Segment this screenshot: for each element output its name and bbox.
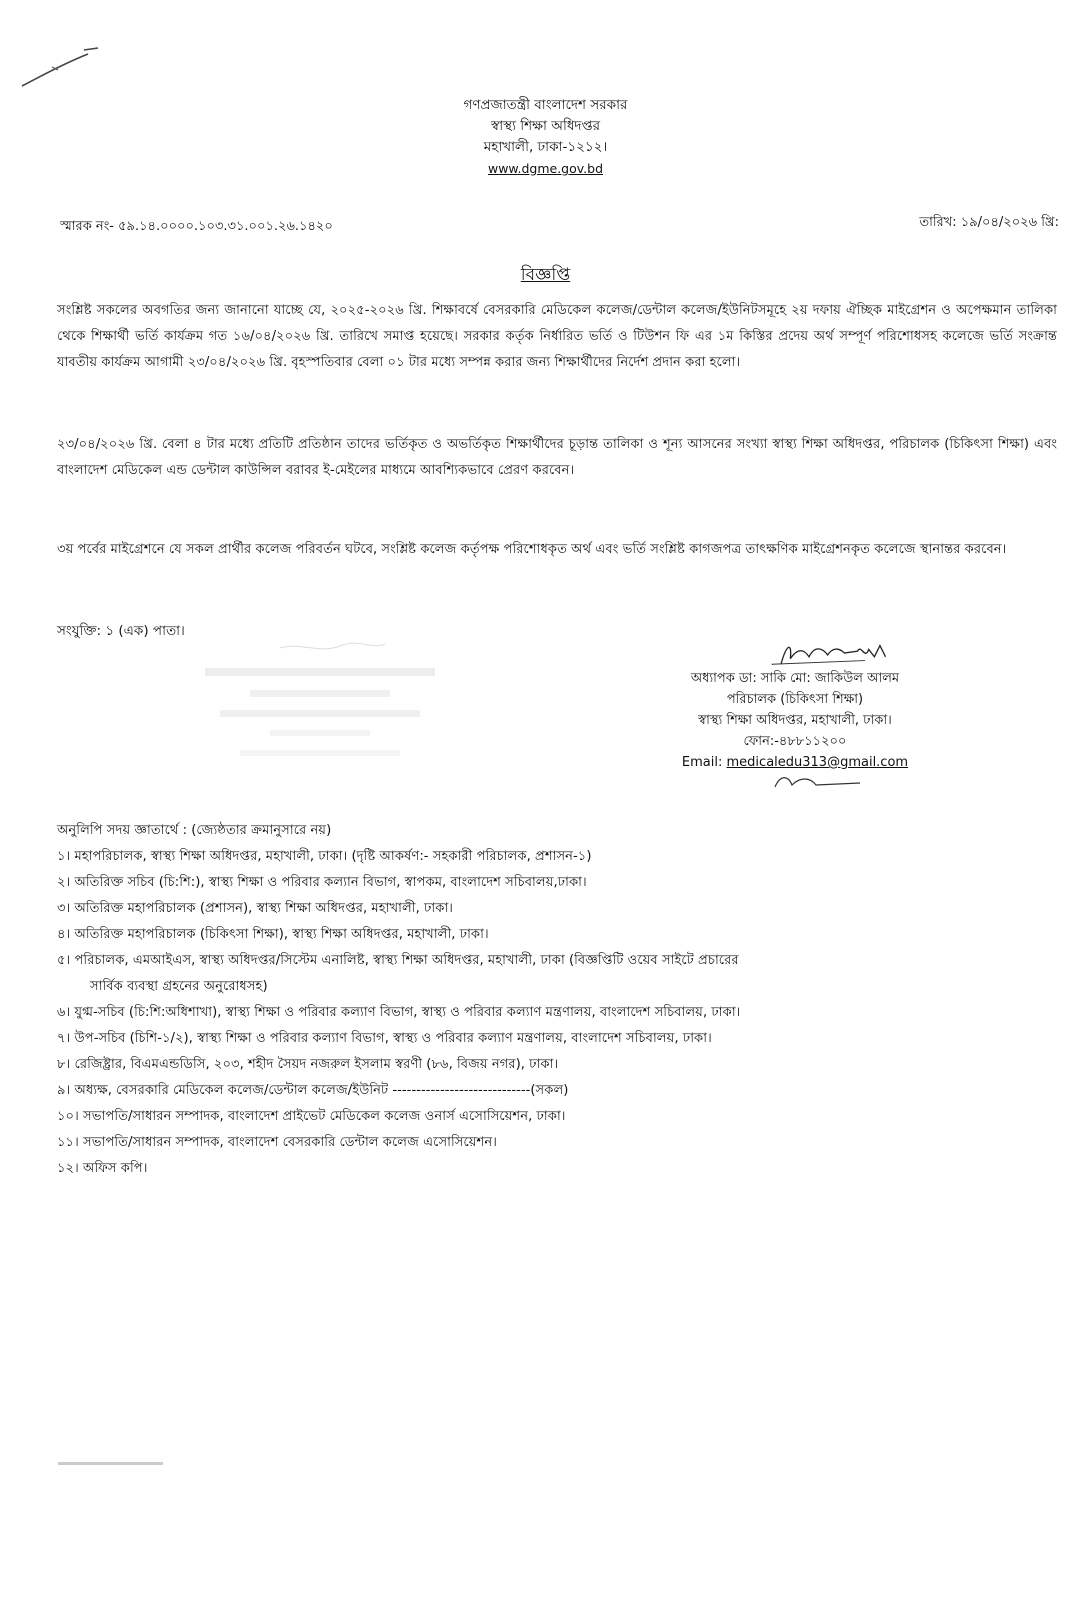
signatory-office: স্বাস্থ্য শিক্ষা অধিদপ্তর, মহাখালী, ঢাকা।	[698, 713, 892, 728]
notice-title-text: বিজ্ঞপ্তি	[520, 265, 571, 285]
initials-mark	[630, 773, 960, 793]
letterhead	[0, 95, 1091, 179]
notice-title	[0, 262, 1091, 290]
cc-item: ৩। অতিরিক্ত মহাপরিচালক (প্রশাসন), স্বাস্থ্য শিক্ষা অধিদপ্তর, মহাখালী, ঢাকা।	[57, 901, 454, 916]
attachment-note: সংযুক্তি: ১ (এক) পাতা।	[57, 623, 185, 639]
memo-number: স্মারক নং- ৫৯.১৪.০০০০.১০৩.৩১.০০১.২৬.১৪২০	[60, 219, 333, 234]
issue-date: তারিখ: ১৯/০৪/২০২৬ খ্রি:	[919, 215, 1059, 230]
signatory-email-line	[630, 752, 960, 773]
signatory-block	[630, 640, 960, 793]
paragraph-1: সংশ্লিষ্ট সকলের অবগতির জন্য জানানো যাচ্ছে যে, ২০২৫-২০২৬ খ্রি. শিক্ষাবর্ষে বেসরকারি মেডিকেল কলেজ/ডেন্টাল কলেজ/ইউনিটসমূহে ২য় দফায় ঐচ্ছিক মাইগ্রেশন ও অপেক্ষমান তালিকা থেকে শিক্ষার্থী ভর্তি কার্যক্রম গত ১৬/০৪/২০২৬ খ্রি. তারিখে সমাপ্ত হয়েছে। সরকার কর্তৃক নির্ধারিত ভর্তি ও টিউশন ফি এর ১ম কিস্তির প্রদেয় অর্থ সম্পূর্ণ পরিশোধসহ কলেজে ভর্তি সংক্রান্ত যাবতীয় কার্যক্রম আগামী ২৩/০৪/২০২৬ খ্রি. বৃহস্পতিবার বেলা ০১ টার মধ্যে সম্পন্ন করার জন্য শিক্ষার্থীদের নির্দেশ প্রদান করা হলো।	[57, 303, 1057, 370]
government-name: গণপ্রজাতন্ত্রী বাংলাদেশ সরকার	[463, 97, 628, 113]
department-name: স্বাস্থ্য শিক্ষা অধিদপ্তর	[491, 118, 600, 134]
signatory-designation: পরিচালক (চিকিৎসা শিক্ষা)	[726, 692, 864, 707]
cc-item: ৭। উপ-সচিব (চিশি-১/২), স্বাস্থ্য শিক্ষা ও পরিবার কল্যাণ বিভাগ, স্বাস্থ্য ও পরিবার কল্যাণ মন্ত্রণালয়, বাংলাদেশ সচিবালয়, ঢাকা।	[57, 1031, 712, 1046]
handwritten-signature	[630, 640, 960, 668]
cc-item: ১। মহাপরিচালক, স্বাস্থ্য শিক্ষা অধিদপ্তর, মহাখালী, ঢাকা। (দৃষ্টি আকর্ষণ:- সহকারী পরিচালক, প্রশাসন-১)	[57, 849, 592, 864]
cc-item: ৫। পরিচালক, এমআইএস, স্বাস্থ্য অধিদপ্তর/সিস্টেম এনালিষ্ট, স্বাস্থ্য শিক্ষা অধিদপ্তর, মহাখালী, ঢাকা (বিজ্ঞপ্তিটি ওয়েব সাইটে প্রচারের	[57, 953, 739, 968]
paragraph-3: ৩য় পর্বের মাইগ্রেশনে যে সকল প্রার্থীর কলেজ পরিবর্তন ঘটবে, সংশ্লিষ্ট কলেজ কর্তৃপক্ষ পরিশোধকৃত অর্থ এবং ভর্তি সংশ্লিষ্ট কাগজপত্র তাৎক্ষণিক মাইগ্রেশনকৃত কলেজে স্থানান্তর করবেন।	[57, 542, 1007, 557]
cc-item-continuation: সার্বিক ব্যবস্থা গ্রহনের অনুরোধসহ)	[90, 979, 268, 994]
cc-item: ৯। অধ্যক্ষ, বেসরকারি মেডিকেল কলেজ/ডেন্টাল কলেজ/ইউনিট -----------------------------(সকল)	[57, 1083, 569, 1098]
cc-item: ২। অতিরিক্ত সচিব (চি:শি:), স্বাস্থ্য শিক্ষা ও পরিবার কল্যান বিভাগ, স্বাপকম, বাংলাদেশ সচিবালয়,ঢাকা।	[57, 875, 587, 890]
email-label: Email:	[681, 755, 727, 770]
paragraph-2: ২৩/০৪/২০২৬ খ্রি. বেলা ৪ টার মধ্যে প্রতিটি প্রতিষ্ঠান তাদের ভর্তিকৃত ও অভর্তিকৃত শিক্ষার্থীদের চূড়ান্ত তালিকা ও শূন্য আসনের সংখ্যা স্বাস্থ্য শিক্ষা অধিদপ্তর, পরিচালক (চিকিৎসা শিক্ষা) এবং বাংলাদেশ মেডিকেল এন্ড ডেন্টাল কাউন্সিল বরাবর ই-মেইলের মাধ্যমে আবশ্যিকভাবে প্রেরণ করবেন।	[57, 437, 1057, 478]
cc-item: ৮। রেজিষ্ট্রার, বিএমএন্ডডিসি, ২০৩, শহীদ সৈয়দ নজরুল ইসলাম স্বরণী (৮৬, বিজয় নগর), ঢাকা।	[57, 1057, 559, 1072]
cc-list	[57, 844, 1067, 1182]
website-link[interactable]: www.dgme.gov.bd	[487, 161, 604, 176]
footer-smudge	[58, 1461, 168, 1467]
cc-item: ১২। অফিস কপি।	[57, 1161, 148, 1176]
copy-distribution	[57, 818, 1067, 1182]
cc-item: ১০। সভাপতি/সাধারন সম্পাদক, বাংলাদেশ প্রাইভেট মেডিকেল কলেজ ওনার্স এসোসিয়েশন, ঢাকা।	[57, 1109, 566, 1124]
cc-item: ৪। অতিরিক্ত মহাপরিচালক (চিকিৎসা শিক্ষা), স্বাস্থ্য শিক্ষা অধিদপ্তর, মহাখালী, ঢাকা।	[57, 927, 489, 942]
bleed-through-lines	[170, 640, 470, 770]
signatory-name: অধ্যাপক ডা: সাকি মো: জাকিউল আলম	[690, 671, 900, 686]
cc-heading: অনুলিপি সদয় জ্ঞাতার্থে : (জ্যেষ্ঠতার ক্রমানুসারে নয়)	[57, 823, 332, 838]
cc-item: ৬। যুগ্ম-সচিব (চি:শি:অধিশাখা), স্বাস্থ্য শিক্ষা ও পরিবার কল্যাণ বিভাগ, স্বাস্থ্য ও পরিবার কল্যাণ মন্ত্রণালয়, বাংলাদেশ সচিবালয়, ঢাকা।	[57, 1005, 741, 1020]
email-link[interactable]: medicaledu313@gmail.com	[726, 755, 909, 770]
cc-item: ১১। সভাপতি/সাধারন সম্পাদক, বাংলাদেশ বেসরকারি ডেন্টাল কলেজ এসোসিয়েশন।	[57, 1135, 497, 1150]
faded-bleed-through-block	[170, 640, 470, 776]
scanner-footer-mark	[58, 1461, 168, 1469]
department-address: মহাখালী, ঢাকা-১২১২।	[483, 139, 608, 155]
pen-stroke-mark	[18, 40, 100, 90]
signatory-phone: ফোন:-৪৮৮১১২০০	[743, 734, 847, 749]
